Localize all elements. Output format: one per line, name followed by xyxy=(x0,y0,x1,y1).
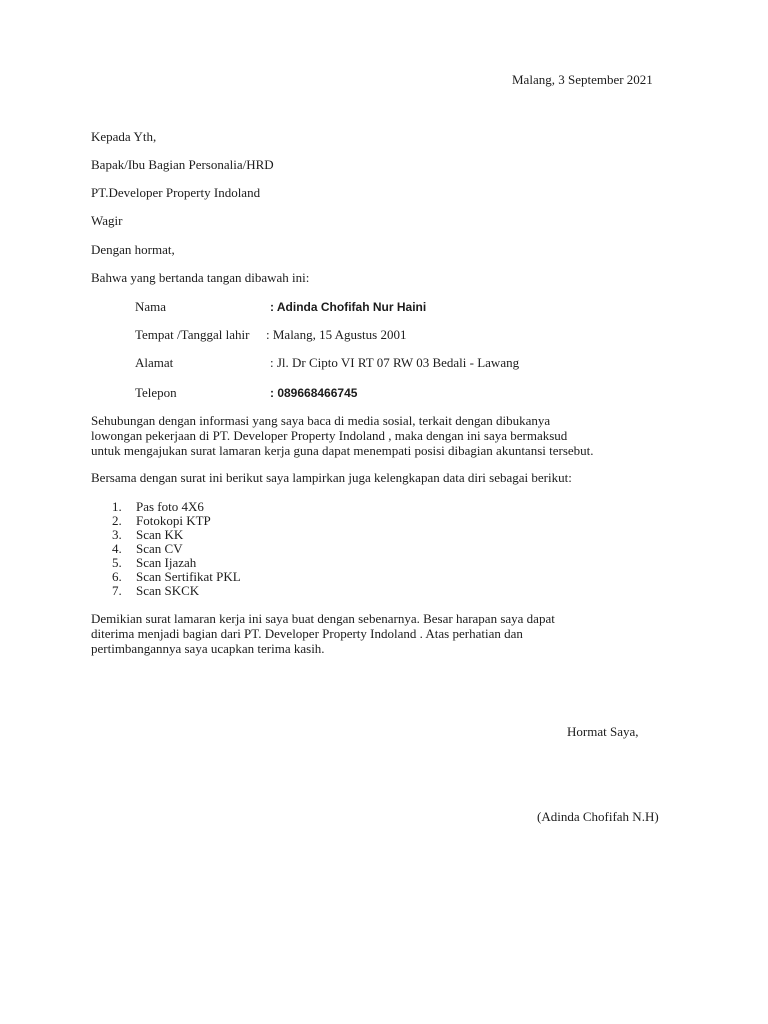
paragraph-line: Sehubungan dengan informasi yang saya baca di media sosial, terkait dengan dibukanya xyxy=(91,413,551,428)
list-item: 2. Fotokopi KTP xyxy=(112,513,211,528)
name-label: Nama xyxy=(135,299,167,314)
list-item: 7. Scan SKCK xyxy=(112,583,200,598)
paragraph-line: lowongan pekerjaan di PT. Developer Property Indoland , maka dengan ini saya bermaksud xyxy=(91,428,568,443)
list-item: 4. Scan CV xyxy=(112,541,183,556)
recipient-city: Wagir xyxy=(91,213,123,228)
name-value: : Adinda Chofifah Nur Haini xyxy=(270,300,427,314)
recipient-company: PT.Developer Property Indoland xyxy=(91,185,261,200)
body-paragraph xyxy=(91,413,681,458)
address-value: : Jl. Dr Cipto VI RT 07 RW 03 Bedali - Lawang xyxy=(270,355,520,370)
attachments-intro: Bersama dengan surat ini berikut saya lampirkan juga kelengkapan data diri sebagai berikut: xyxy=(91,470,572,485)
date-line: Malang, 3 September 2021 xyxy=(512,72,653,87)
list-item: 3. Scan KK xyxy=(112,527,184,542)
paragraph-line: pertimbangannya saya ucapkan terima kasih. xyxy=(91,641,325,656)
list-item: 1. Pas foto 4X6 xyxy=(112,499,204,514)
paragraph-line: untuk mengajukan surat lamaran kerja guna dapat menempati posisi dibagian akuntansi tersebut. xyxy=(91,443,594,458)
greeting: Dengan hormat, xyxy=(91,242,175,257)
closing-paragraph xyxy=(91,611,681,656)
paragraph-line: diterima menjadi bagian dari PT. Developer Property Indoland . Atas perhatian dan xyxy=(91,626,523,641)
signoff: Hormat Saya, xyxy=(567,724,639,739)
birth-value: : Malang, 15 Agustus 2001 xyxy=(266,327,407,342)
signature-name: (Adinda Chofifah N.H) xyxy=(537,809,659,824)
phone-value: : 089668466745 xyxy=(270,386,358,400)
paragraph-line: Demikian surat lamaran kerja ini saya buat dengan sebenarnya. Besar harapan saya dapat xyxy=(91,611,555,626)
attachments-list xyxy=(91,500,241,598)
birth-label: Tempat /Tanggal lahir xyxy=(135,327,250,342)
list-item: 5. Scan Ijazah xyxy=(112,555,197,570)
list-item: 6. Scan Sertifikat PKL xyxy=(112,569,241,584)
recipient-salutation: Kepada Yth, xyxy=(91,129,157,144)
address-label: Alamat xyxy=(135,355,174,370)
recipient-department: Bapak/Ibu Bagian Personalia/HRD xyxy=(91,157,274,172)
phone-label: Telepon xyxy=(135,385,177,400)
intro-line: Bahwa yang bertanda tangan dibawah ini: xyxy=(91,270,310,285)
